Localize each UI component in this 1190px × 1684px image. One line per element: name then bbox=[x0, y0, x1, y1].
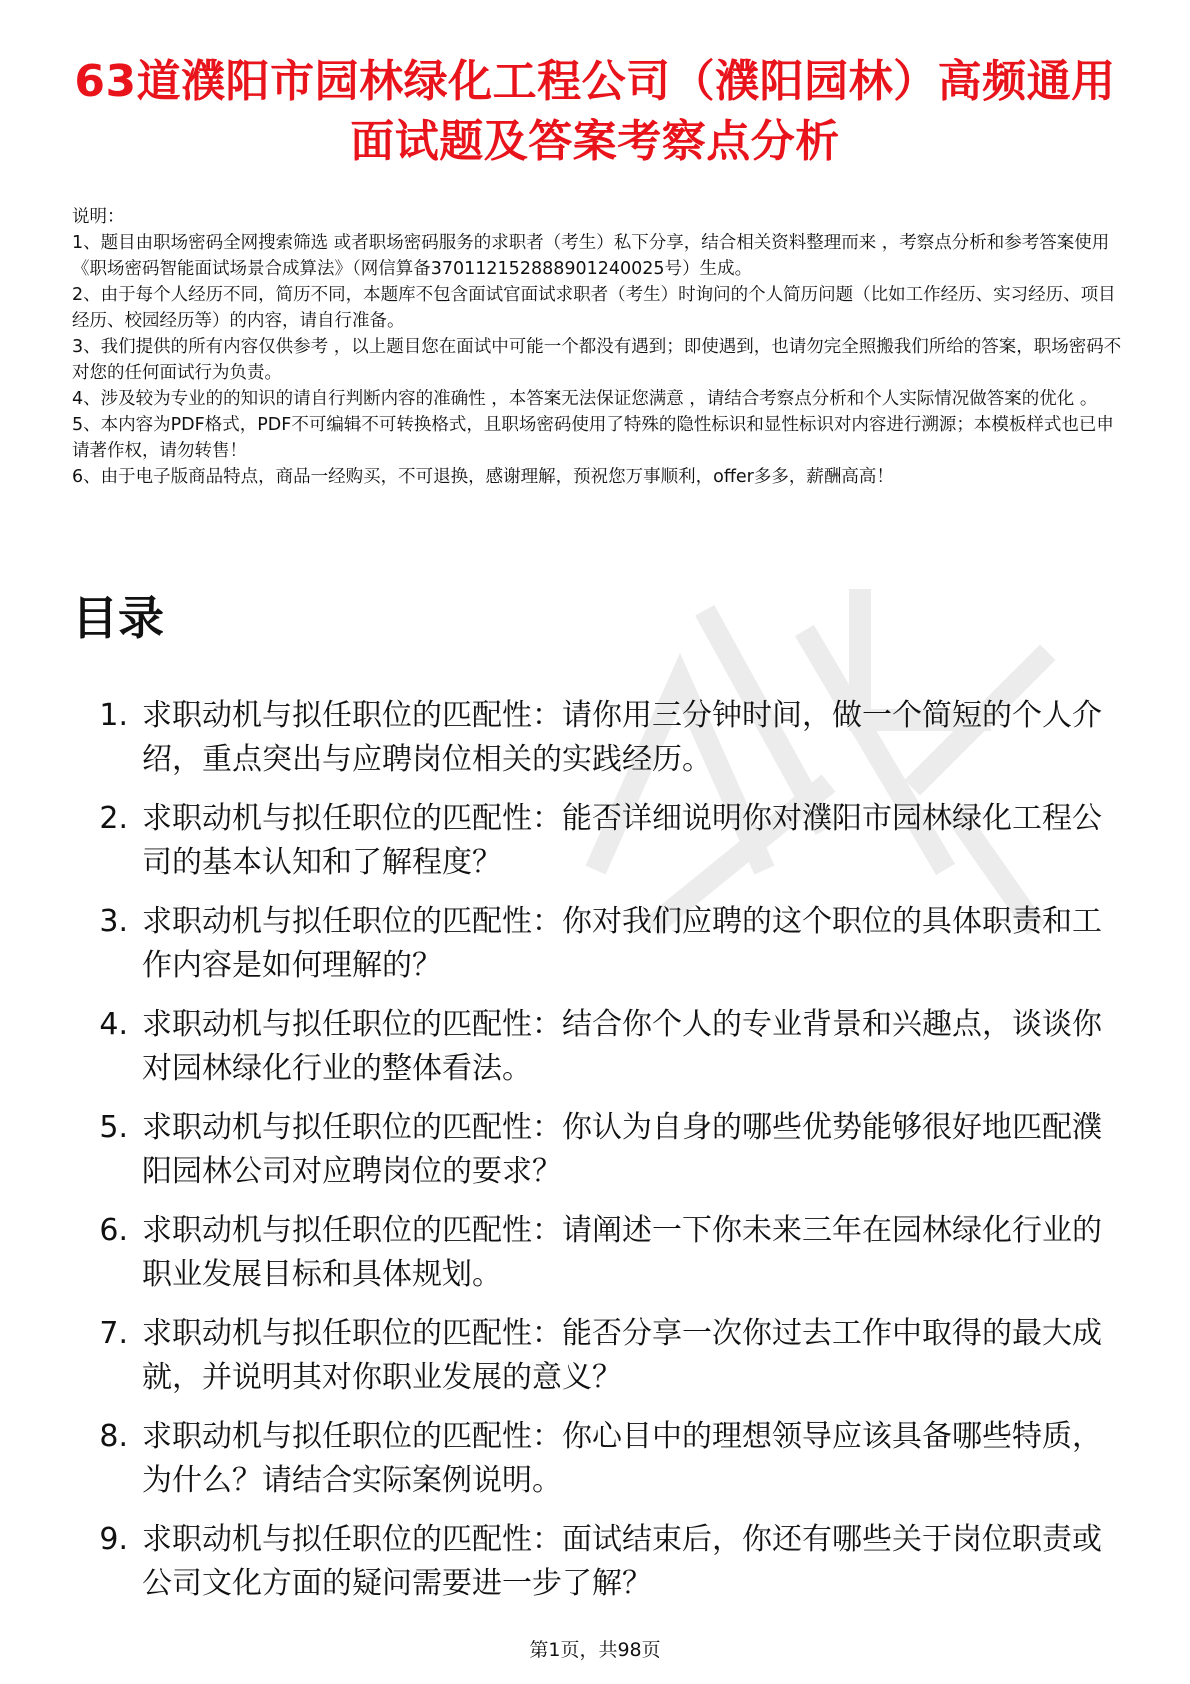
toc-item-number: 1. bbox=[99, 698, 128, 733]
notes-section bbox=[72, 204, 1122, 490]
toc-item-number: 3. bbox=[99, 904, 128, 939]
toc-item-number: 7. bbox=[99, 1316, 128, 1351]
note-item: 2、由于每个人经历不同，简历不同，本题库不包含面试官面试求职者（考生）时询问的个人简历问题（比如工作经历、实习经历、项目经历、校园经历等）的内容，请自行准备。 bbox=[72, 285, 1116, 331]
note-item: 1、题目由职场密码全网搜索筛选 或者职场密码服务的求职者（考生）私下分享，结合相关资料整理而来 ，考察点分析和参考答案使用《职场密码智能面试场景合成算法》（网信算备370112152888901240025号）生成。 bbox=[72, 233, 1110, 279]
toc-item-text: 求职动机与拟任职位的匹配性：请你用三分钟时间，做一个简短的个人介绍，重点突出与应聘岗位相关的实践经历。 bbox=[142, 698, 1102, 777]
toc-item[interactable] bbox=[72, 1003, 1112, 1091]
note-item: 4、涉及较为专业的的知识的请自行判断内容的准确性 ，本答案无法保证您满意 ，请结合考察点分析和个人实际情况做答案的优化 。 bbox=[72, 389, 1098, 409]
toc-item-text: 求职动机与拟任职位的匹配性：面试结束后，你还有哪些关于岗位职责或公司文化方面的疑问需要进一步了解？ bbox=[142, 1522, 1102, 1601]
toc-item-text: 求职动机与拟任职位的匹配性：请阐述一下你未来三年在园林绿化行业的职业发展目标和具体规划。 bbox=[142, 1213, 1102, 1292]
toc-item-number: 4. bbox=[99, 1007, 128, 1042]
toc-item[interactable] bbox=[72, 797, 1112, 885]
toc-item[interactable] bbox=[72, 1415, 1112, 1503]
toc-item-text: 求职动机与拟任职位的匹配性：能否分享一次你过去工作中取得的最大成就，并说明其对你职业发展的意义？ bbox=[142, 1316, 1102, 1395]
toc-item-text: 求职动机与拟任职位的匹配性：结合你个人的专业背景和兴趣点，谈谈你对园林绿化行业的整体看法。 bbox=[142, 1007, 1102, 1086]
toc-list bbox=[72, 694, 1112, 1621]
toc-item-number: 2. bbox=[99, 801, 128, 836]
toc-item-text: 求职动机与拟任职位的匹配性：你认为自身的哪些优势能够很好地匹配濮阳园林公司对应聘岗位的要求？ bbox=[142, 1110, 1102, 1189]
toc-heading: 目录 bbox=[72, 591, 164, 645]
document-title: 63道濮阳市园林绿化工程公司（濮阳园林）高频通用面试题及答案考察点分析 bbox=[74, 56, 1116, 167]
toc-item-text: 求职动机与拟任职位的匹配性：能否详细说明你对濮阳市园林绿化工程公司的基本认知和了解程度？ bbox=[142, 801, 1102, 880]
toc-item[interactable] bbox=[72, 694, 1112, 782]
toc-item-text: 求职动机与拟任职位的匹配性：你心目中的理想领导应该具备哪些特质，为什么？请结合实际案例说明。 bbox=[142, 1419, 1102, 1498]
toc-item[interactable] bbox=[72, 1209, 1112, 1297]
toc-item-number: 5. bbox=[99, 1110, 128, 1145]
note-item: 6、由于电子版商品特点，商品一经购买，不可退换，感谢理解，预祝您万事顺利，offer多多，薪酬高高！ bbox=[72, 467, 894, 487]
toc-item[interactable] bbox=[72, 1518, 1112, 1606]
toc-item[interactable] bbox=[72, 900, 1112, 988]
toc-item-number: 9. bbox=[99, 1522, 128, 1557]
notes-heading: 说明： bbox=[72, 207, 125, 227]
toc-item[interactable] bbox=[72, 1106, 1112, 1194]
note-item: 5、本内容为PDF格式，PDF不可编辑不可转换格式，且职场密码使用了特殊的隐性标识和显性标识对内容进行溯源；本模板样式也已申请著作权，请勿转售！ bbox=[72, 415, 1114, 461]
note-item: 3、我们提供的所有内容仅供参考 ，以上题目您在面试中可能一个都没有遇到；即使遇到，也请勿完全照搬我们所给的答案，职场密码不对您的任何面试行为负责。 bbox=[72, 337, 1122, 383]
page-footer: 第1页，共98页 bbox=[529, 1639, 661, 1661]
toc-item-number: 8. bbox=[99, 1419, 128, 1454]
toc-item[interactable] bbox=[72, 1312, 1112, 1400]
toc-item-text: 求职动机与拟任职位的匹配性：你对我们应聘的这个职位的具体职责和工作内容是如何理解的？ bbox=[142, 904, 1102, 983]
toc-item-number: 6. bbox=[99, 1213, 128, 1248]
